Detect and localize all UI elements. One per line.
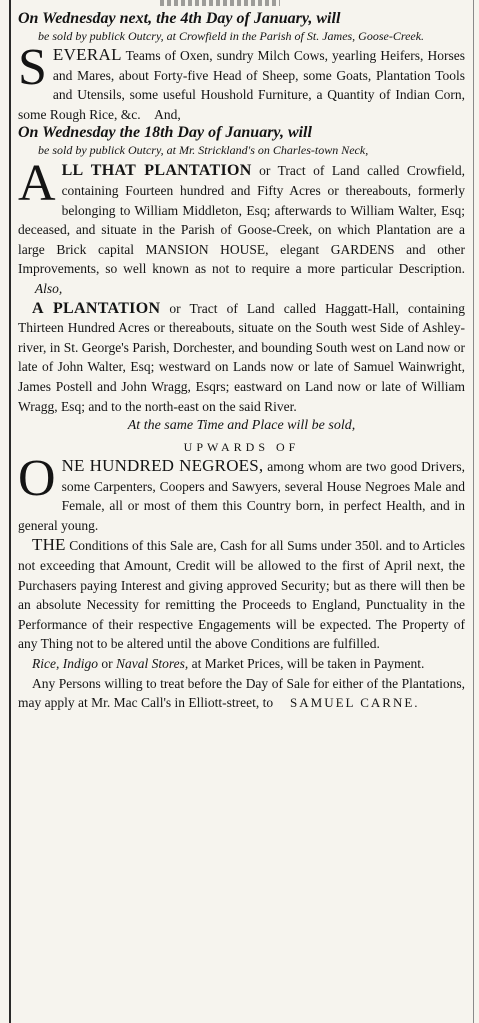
- signature: SAMUEL CARNE.: [290, 695, 420, 711]
- payment-terms: [18, 654, 465, 674]
- conditions-of-sale: [18, 535, 465, 654]
- ad2-text: or Tract of Land called Crowfield, containing Fourteen hundred and Fifty Acres or thereabouts, formerly belonging to William Middleton, Esq; afterwards to William Walter, Esq; deceased, and situate in the Parish of Goose-Creek, on which Plantation are a large Brick capital MANSION HOUSE, elegant GARDENS and other Improvements, so well known as not to require a more particular Description.: [18, 163, 466, 277]
- ad1-and: And,: [154, 106, 181, 122]
- ad4-body: [18, 450, 465, 535]
- payment-or: or: [101, 656, 113, 672]
- ad2-drop-cap: A: [18, 155, 56, 213]
- ad4-same-time: At the same Time and Place will be sold,: [127, 418, 356, 434]
- advertisement-auction-crowfield: [18, 10, 465, 124]
- ad2-heading: On Wednesday the 18th Day of January, will: [18, 124, 312, 142]
- ad1-heading: On Wednesday next, the 4th Day of January, will: [18, 10, 341, 27]
- ad3-caps: A PLANTATION: [32, 299, 161, 317]
- payment-text: at Market Prices, will be taken in Payment.: [191, 656, 425, 672]
- payment-italic-2: Naval Stores,: [115, 656, 189, 672]
- ad2-body: [18, 155, 466, 298]
- ad2-caps: LL THAT PLANTATION: [61, 162, 252, 180]
- conditions-caps: THE: [32, 535, 66, 555]
- advertisement-negroes: [18, 416, 465, 535]
- ad1-body: [18, 39, 465, 124]
- ad1-caps: EVERAL: [52, 45, 122, 64]
- ad4-drop-cap: O: [18, 450, 56, 508]
- ad1-drop-cap: S: [18, 39, 47, 96]
- ad4-caps: NE HUNDRED NEGROES,: [61, 456, 264, 476]
- advertisement-plantation-crowfield: [18, 124, 465, 298]
- ad1-subheading: be sold by publick Outcry, at Crowfield in the Parish of St. James, Goose-Creek.: [38, 29, 425, 43]
- conditions-text: Conditions of this Sale are, Cash for all Sums under 350l. and to Articles not exceeding that Amount, Credit will be allowed to the first of April next, the Purchasers paying Interest and giving approved Security; but as there will then be an absolute Necessity for remitting the Proceeds to England, Punctuality in the Performance of their respective Engagements will be expected. The Property of any Thing not to be altered until the above Conditions are fulfilled.: [18, 538, 466, 652]
- ad1-text: Teams of Oxen, sundry Milch Cows, yearling Heifers, Horses and Mares, about Forty-five Head of Sheep, some Goats, Plantation Tools and Utensils, some useful Houshold Furniture, a Quantity of Indian Corn, some Rough Rice, &c.: [18, 48, 465, 122]
- ad2-subheading: be sold by publick Outcry, at Mr. Strickland's on Charles-town Neck,: [38, 143, 369, 158]
- payment-body: [18, 654, 465, 674]
- closing-notice: [18, 674, 465, 713]
- advertisement-plantation-haggatt-hall: [18, 299, 465, 417]
- column-rule-right: [473, 0, 474, 1023]
- conditions-body: [18, 535, 465, 654]
- column-rule-left: [9, 0, 11, 1023]
- closing-text: Any Persons willing to treat before the Day of Sale for either of the Plantations, may apply at Mr. Mac Call's in Elliott-street, to: [18, 675, 465, 711]
- ad4-text: among whom are two good Drivers, some Carpenters, Coopers and Sawyers, several House Negroes Male and Female, all or most of them this Country born, in perfect Health, and in general young.: [18, 459, 465, 533]
- closing-body: [18, 674, 465, 713]
- ad2-also: Also,: [34, 280, 63, 296]
- ad4-upwards: UPWARDS OF: [183, 440, 300, 455]
- ad3-text: or Tract of Land called Haggatt-Hall, containing Thirteen Hundred Acres or thereabouts, situate on the South west Side of Ashley-river, in St. George's Parish, Dorchester, and bounding South west on Land now or late of John Walter, Esq; westward on Lands now or late of Samuel Wainwright, James Postell and John Wragg, Esqrs; eastward on Land now or late of William Wragg, Esq; and to the north-east on the said River.: [18, 300, 465, 414]
- payment-italic-1: Rice, Indigo: [32, 656, 98, 672]
- ad3-body: [18, 299, 465, 417]
- torn-top-text: [160, 0, 280, 6]
